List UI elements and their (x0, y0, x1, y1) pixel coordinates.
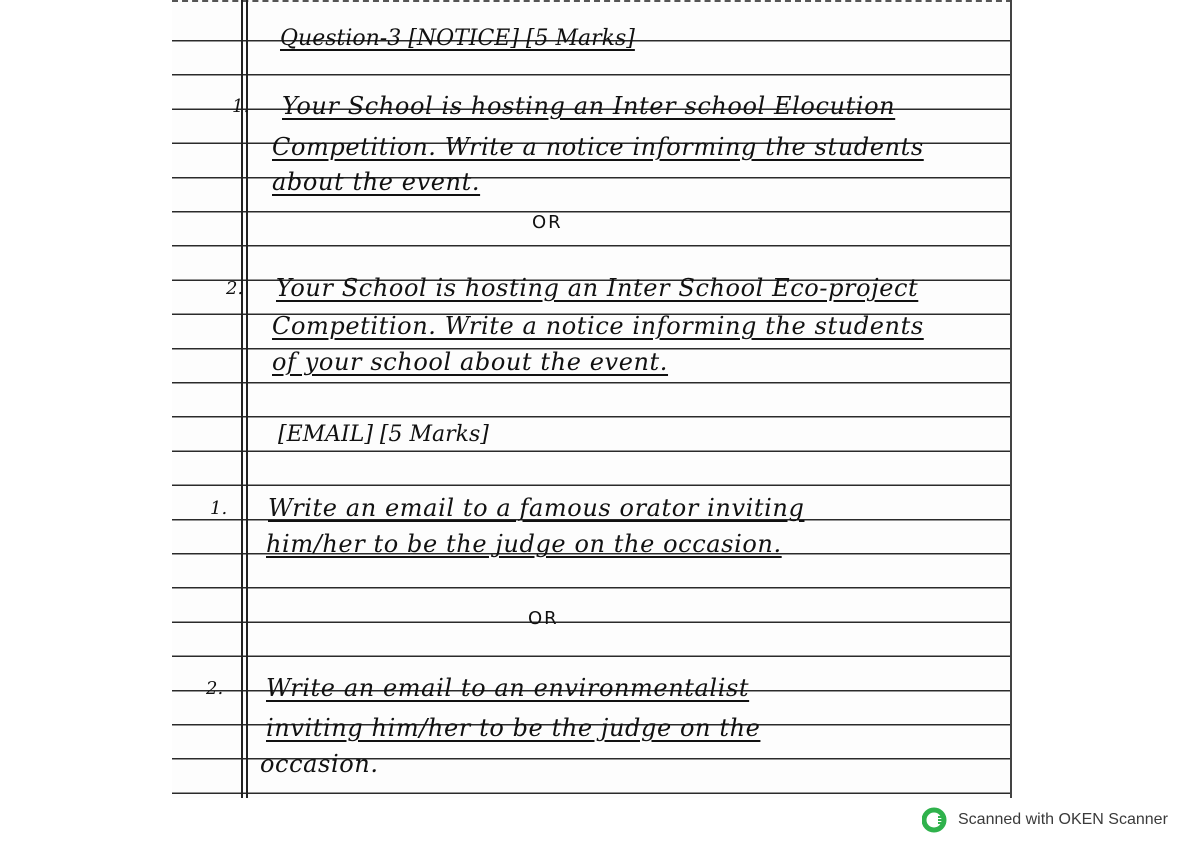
page-right-edge (1010, 0, 1012, 798)
margin-line (246, 0, 248, 798)
email-question-1-line-1: Write an email to a famous orator inviting (268, 494, 805, 522)
question-number: 2. (206, 678, 224, 699)
question-number: 1. (232, 96, 250, 117)
email-question-2-line-3: occasion. (260, 750, 379, 778)
scanner-text: Scanned with OKEN Scanner (958, 811, 1168, 828)
question-number: 1. (210, 498, 228, 519)
notice-question-1-line-3: about the event. (272, 168, 481, 196)
email-section-heading: [EMAIL] [5 Marks] (278, 422, 489, 447)
page-top-edge (172, 0, 1012, 5)
email-question-2-line-1: Write an email to an environmentalist (266, 674, 750, 702)
notice-question-2-line-2: Competition. Write a notice informing the students (272, 312, 924, 340)
notice-question-1-line-2: Competition. Write a notice informing the students (272, 133, 924, 161)
notice-question-1-line-1: Your School is hosting an Inter school Elocution (282, 92, 896, 120)
email-question-1-line-2: him/her to be the judge on the occasion. (266, 530, 782, 558)
scanner-watermark (922, 806, 1168, 834)
email-question-2-line-2: inviting him/her to be the judge on the (266, 714, 761, 742)
margin-line (241, 0, 243, 798)
notice-question-2-line-3: of your school about the event. (272, 348, 669, 376)
question-number: 2. (226, 278, 244, 299)
or-separator: OR (528, 608, 559, 629)
or-separator: OR (532, 212, 563, 233)
oken-scanner-logo-icon (922, 807, 948, 833)
notice-question-2-line-1: Your School is hosting an Inter School Eco-project (276, 274, 919, 302)
notice-section-heading: Question-3 [NOTICE] [5 Marks] (280, 26, 635, 51)
